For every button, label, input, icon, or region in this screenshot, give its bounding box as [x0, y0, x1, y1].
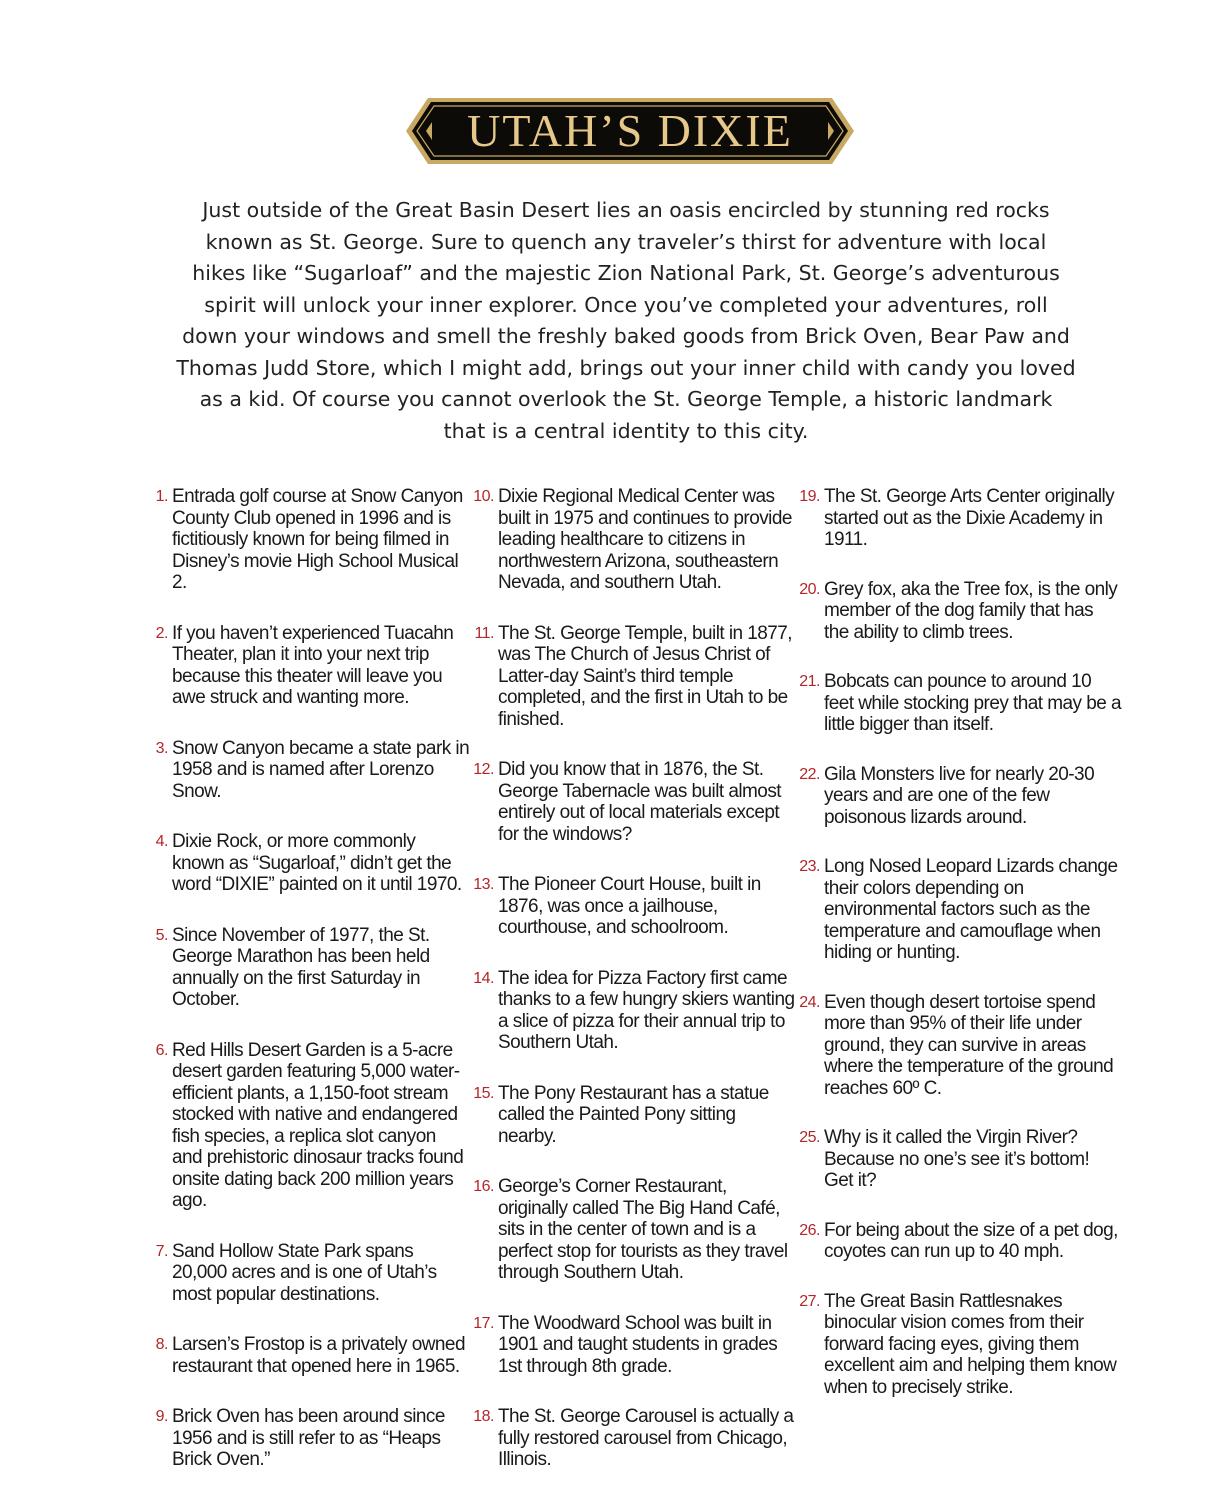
fact-item — [466, 968, 796, 1054]
fact-item — [466, 874, 796, 939]
fact-text: Dixie Rock, or more commonly known as “Sugarloaf,” didn’t get the word “DIXIE” painted on it until 1970. — [172, 831, 462, 895]
fact-number: 15. — [473, 1084, 494, 1102]
fact-text: For being about the size of a pet dog, coyotes can run up to 40 mph. — [824, 1219, 1118, 1262]
fact-item — [466, 486, 796, 594]
fact-text: The Pony Restaurant has a statue called the Painted Pony sitting nearby. — [498, 1082, 769, 1147]
fact-number: 23. — [799, 858, 820, 875]
fact-item — [792, 1127, 1122, 1192]
fact-number: 12. — [473, 761, 494, 778]
fact-text: The Great Basin Rattlesnakes binocular vision comes from their forward facing eyes, giving them excellent aim and helping them know when to precisely strike. — [824, 1290, 1117, 1398]
fact-item — [792, 992, 1122, 1100]
fact-text: Why is it called the Virgin River? Because no one’s see it’s bottom! Get it? — [824, 1127, 1090, 1191]
fact-text: Since November of 1977, the St. George Marathon has been held annually on the first Saturday in October. — [172, 924, 430, 1010]
fact-item — [792, 764, 1122, 829]
fact-item — [792, 486, 1122, 551]
fact-number: 21. — [799, 673, 820, 690]
fact-number: 22. — [799, 765, 820, 783]
fact-text: George’s Corner Restaurant, originally called The Big Hand Café, sits in the center of town and is a perfect stop for tourists as they travel through Southern Utah. — [498, 1176, 788, 1283]
fact-item — [140, 831, 470, 896]
fact-number: 6. — [155, 1041, 168, 1059]
fact-text: Long Nosed Leopard Lizards change their colors depending on environmental factors such as the temperature and camouflage when hiding or hunting. — [824, 856, 1118, 963]
fact-item — [466, 1406, 796, 1471]
fact-text: Snow Canyon became a state park in 1958 and is named after Lorenzo Snow. — [172, 737, 470, 802]
fact-item — [140, 623, 470, 709]
fact-number: 7. — [155, 1242, 168, 1260]
fact-number: 24. — [799, 993, 820, 1011]
fact-number: 9. — [155, 1408, 168, 1425]
fact-number: 4. — [155, 833, 168, 850]
fact-text: Entrada golf course at Snow Canyon County Club opened in 1996 and is fictitiously known for being filmed in Disney’s movie High School Musical 2. — [172, 486, 463, 593]
fact-item — [140, 738, 470, 803]
fact-item — [466, 1313, 796, 1378]
fact-item — [140, 925, 470, 1011]
page-title: UTAH’S DIXIE — [467, 105, 793, 156]
fact-text: Sand Hollow State Park spans 20,000 acres and is one of Utah’s most popular destinations. — [172, 1240, 437, 1305]
fact-number: 1. — [155, 488, 168, 505]
fact-number: 25. — [799, 1129, 820, 1146]
intro-paragraph: Just outside of the Great Basin Desert lies an oasis encircled by stunning red rocks known as St. George. Sure to quench any traveler’s thirst for adventure with local hikes like “Sugarloaf” and the majestic Zion National Park, St. George’s adventurous spirit will unlock your inner explorer. Once you’ve completed your adventures, roll down your windows and smell the freshly baked goods from Brick Oven, Bear Paw and Thomas Judd Store, which I might add, brings out your inner child with candy you loved as a kid. Of course you cannot overlook the St. George Temple, a historic landmark that is a central identity to this city. — [176, 198, 1076, 443]
facts-column-3 — [792, 486, 1122, 1426]
fact-text: The idea for Pizza Factory first came thanks to a few hungry skiers wanting a slice of pizza for their annual trip to Southern Utah. — [498, 967, 795, 1053]
fact-number: 26. — [799, 1221, 820, 1239]
fact-number: 16. — [473, 1178, 494, 1195]
fact-number: 5. — [155, 926, 168, 944]
fact-number: 8. — [155, 1336, 168, 1353]
fact-text: The St. George Carousel is actually a fully restored carousel from Chicago, Illinois. — [498, 1406, 794, 1470]
fact-item — [792, 579, 1122, 644]
fact-number: 27. — [799, 1292, 820, 1310]
fact-number: 2. — [155, 624, 168, 642]
fact-item — [466, 1176, 796, 1284]
fact-item — [466, 623, 796, 731]
fact-item — [140, 1334, 470, 1377]
fact-item — [140, 1040, 470, 1212]
fact-text: The St. George Temple, built in 1877, was The Church of Jesus Christ of Latter-day Saint’s third temple completed, and the first in Utah to be finished. — [498, 622, 793, 730]
fact-number: 20. — [799, 580, 820, 598]
fact-text: Gila Monsters live for nearly 20-30 years and are one of the few poisonous lizards around. — [824, 763, 1095, 828]
fact-item — [140, 486, 470, 594]
fact-number: 14. — [473, 969, 494, 987]
fact-number: 3. — [155, 739, 168, 757]
fact-item — [466, 1083, 796, 1148]
fact-text: Red Hills Desert Garden is a 5-acre desert garden featuring 5,000 water-efficient plants, a 1,150-foot stream stocked with native and endangered fish species, a replica slot canyon and prehistoric dinosaur tracks found onsite dating back 200 million years ago. — [172, 1039, 464, 1211]
fact-number: 17. — [473, 1314, 494, 1332]
fact-item — [792, 856, 1122, 964]
fact-text: The Pioneer Court House, built in 1876, was once a jailhouse, courthouse, and schoolroom. — [498, 874, 761, 938]
fact-text: If you haven’t experienced Tuacahn Theater, plan it into your next trip because this theater will leave you awe struck and wanting more. — [172, 622, 454, 708]
fact-text: Dixie Regional Medical Center was built in 1975 and continues to provide leading healthcare to citizens in northwestern Arizona, southeastern Nevada, and southern Utah. — [498, 486, 792, 593]
fact-number: 11. — [474, 624, 494, 642]
fact-text: The Woodward School was built in 1901 and taught students in grades 1st through 8th grade. — [498, 1312, 778, 1377]
fact-number: 18. — [473, 1408, 494, 1425]
fact-item — [140, 1406, 470, 1471]
fact-number: 13. — [473, 876, 494, 893]
title-banner — [404, 96, 856, 166]
fact-number: 19. — [799, 488, 820, 505]
fact-text: Bobcats can pounce to around 10 feet while stocking prey that may be a little bigger than itself. — [824, 671, 1121, 735]
fact-text: Brick Oven has been around since 1956 and is still refer to as “Heaps Brick Oven.” — [172, 1406, 445, 1470]
fact-item — [466, 759, 796, 845]
fact-text: Grey fox, aka the Tree fox, is the only member of the dog family that has the ability to climb trees. — [824, 578, 1118, 643]
fact-number: 10. — [473, 488, 494, 505]
fact-text: Did you know that in 1876, the St. George Tabernacle was built almost entirely out of local materials except for the windows? — [498, 759, 781, 845]
fact-item — [792, 671, 1122, 736]
fact-item — [792, 1220, 1122, 1263]
facts-column-1 — [140, 486, 470, 1500]
fact-text: Larsen’s Frostop is a privately owned restaurant that opened here in 1965. — [172, 1334, 465, 1377]
fact-text: Even though desert tortoise spend more than 95% of their life under ground, they can survive in areas where the temperature of the ground reaches 60º C. — [824, 991, 1114, 1099]
fact-item — [792, 1291, 1122, 1399]
fact-text: The St. George Arts Center originally started out as the Dixie Academy in 1911. — [824, 486, 1115, 550]
facts-column-2 — [466, 486, 796, 1500]
fact-item — [140, 1241, 470, 1306]
